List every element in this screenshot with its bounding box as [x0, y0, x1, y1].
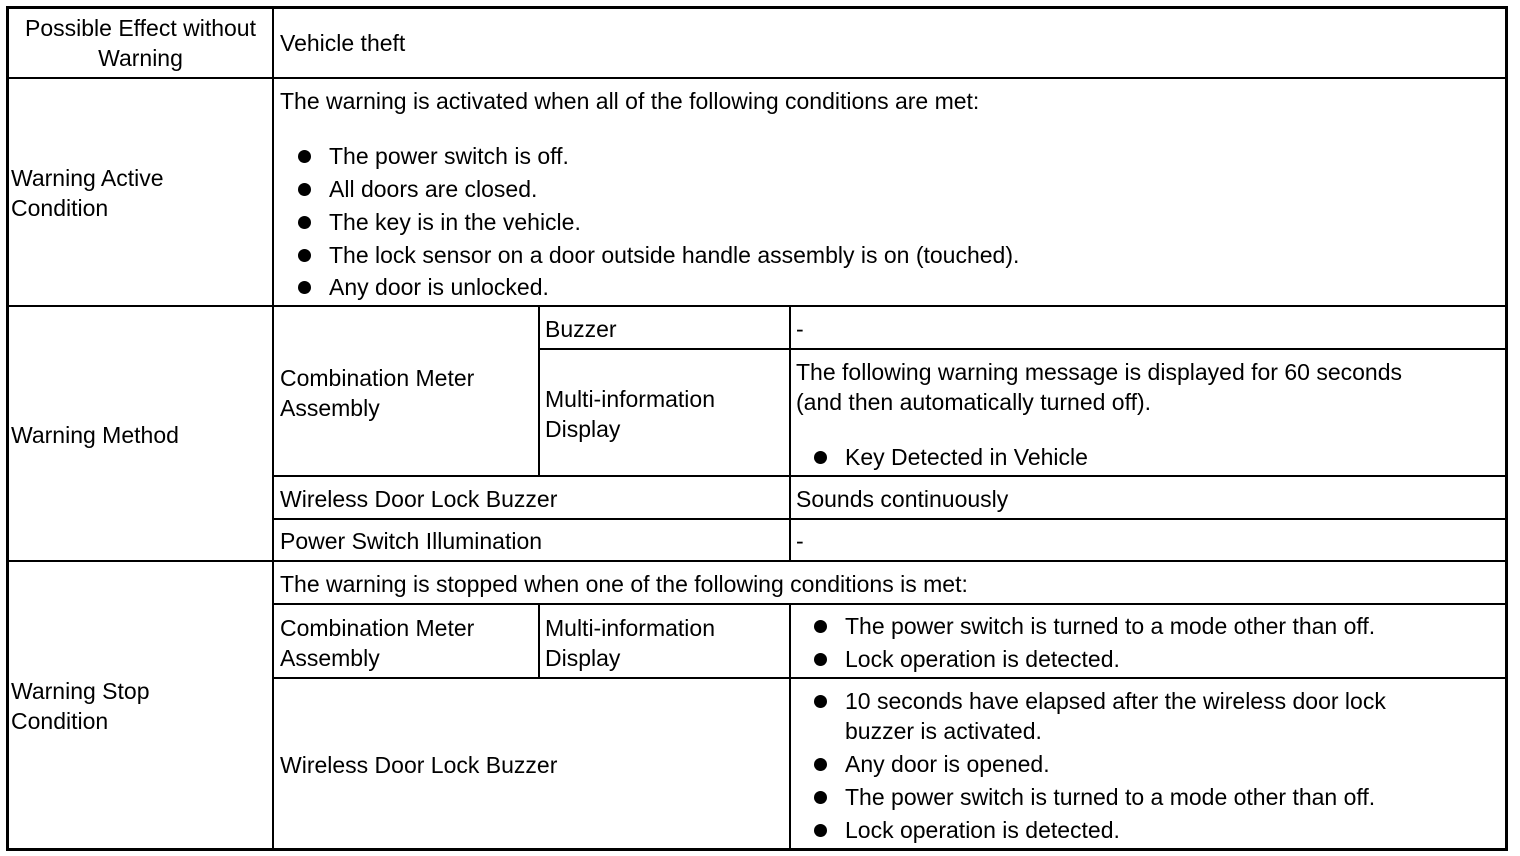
- row-divider-2: [6, 305, 1508, 307]
- stop-mid-line2: Display: [545, 645, 621, 671]
- method-wdl-label: Wireless Door Lock Buzzer: [280, 486, 558, 512]
- method-psi-label: Power Switch Illumination: [280, 528, 543, 554]
- stop-col-divider-a: [538, 603, 540, 679]
- active-condition-4: The lock sensor on a door outside handle assembly is on (touched).: [329, 242, 1020, 268]
- method-cma-line1: Combination Meter: [280, 365, 475, 391]
- row-divider-3: [6, 560, 1508, 562]
- stop-divider-cma: [272, 677, 1508, 679]
- method-mid-message: Key Detected in Vehicle: [845, 444, 1088, 470]
- bullet-icon: [814, 791, 827, 804]
- bullet-icon: [814, 620, 827, 633]
- method-buzzer-value: -: [796, 316, 804, 342]
- bullet-icon: [814, 824, 827, 837]
- method-col-divider-b: [789, 305, 791, 562]
- method-mid-line2: Display: [545, 416, 621, 442]
- stop-mid-label: [545, 613, 715, 673]
- stop-mid-condition-2: Lock operation is detected.: [845, 646, 1120, 672]
- method-col-divider-a: [538, 305, 540, 477]
- effect-value: Vehicle theft: [280, 30, 406, 56]
- stop-wdl-condition-1: [845, 686, 1386, 746]
- method-mid-label: [545, 384, 715, 444]
- stop-label-line1: Warning Stop: [11, 678, 150, 704]
- bullet-icon: [298, 281, 311, 294]
- stop-wdl-condition-1-line1: 10 seconds have elapsed after the wireless door lock: [845, 688, 1386, 714]
- stop-col-divider-b: [789, 603, 791, 851]
- active-intro: The warning is activated when all of the following conditions are met:: [280, 88, 980, 114]
- stop-intro: The warning is stopped when one of the following conditions is met:: [280, 571, 968, 597]
- stop-cma-line2: Assembly: [280, 645, 380, 671]
- stop-wdl-condition-4: Lock operation is detected.: [845, 817, 1120, 843]
- stop-divider-intro: [272, 603, 1508, 605]
- table-border-bottom: [6, 848, 1508, 851]
- row-divider-1: [6, 77, 1508, 79]
- bullet-icon: [814, 758, 827, 771]
- stop-wdl-condition-3: The power switch is turned to a mode other than off.: [845, 784, 1376, 810]
- method-mid-line1: Multi-information: [545, 386, 715, 412]
- method-mid-value-line1: The following warning message is displayed for 60 seconds: [796, 359, 1402, 385]
- method-mid-value: [796, 357, 1402, 417]
- method-divider-buzzer: [538, 348, 1508, 350]
- stop-label: [11, 676, 150, 736]
- method-buzzer-label: Buzzer: [545, 316, 617, 342]
- method-divider-wdl: [272, 518, 1508, 520]
- active-condition-2: All doors are closed.: [329, 176, 538, 202]
- stop-cma-label: [280, 613, 474, 673]
- stop-wdl-label: Wireless Door Lock Buzzer: [280, 752, 558, 778]
- method-divider-cma: [272, 475, 1508, 477]
- bullet-icon: [814, 451, 827, 464]
- bullet-icon: [298, 216, 311, 229]
- active-label-line1: Warning Active: [11, 165, 164, 191]
- active-condition-3: The key is in the vehicle.: [329, 209, 581, 235]
- effect-label: [9, 13, 272, 73]
- table-border-right: [1505, 6, 1508, 851]
- bullet-icon: [298, 150, 311, 163]
- active-label-line2: Condition: [11, 195, 109, 221]
- method-psi-value: -: [796, 528, 804, 554]
- bullet-icon: [298, 249, 311, 262]
- method-cma-label: [280, 363, 474, 423]
- effect-label-line1: Possible Effect without: [25, 15, 256, 41]
- method-mid-value-line2: (and then automatically turned off).: [796, 389, 1152, 415]
- bullet-icon: [814, 653, 827, 666]
- bullet-icon: [814, 695, 827, 708]
- active-condition-1: The power switch is off.: [329, 143, 569, 169]
- stop-wdl-condition-2: Any door is opened.: [845, 751, 1050, 777]
- table-border-left: [6, 6, 9, 851]
- col-divider-main: [272, 6, 274, 851]
- stop-mid-condition-1: The power switch is turned to a mode other than off.: [845, 613, 1376, 639]
- stop-wdl-condition-1-line2: buzzer is activated.: [845, 718, 1042, 744]
- method-cma-line2: Assembly: [280, 395, 380, 421]
- active-condition-5: Any door is unlocked.: [329, 274, 549, 300]
- stop-label-line2: Condition: [11, 708, 109, 734]
- effect-label-line2: Warning: [98, 45, 183, 71]
- method-wdl-value: Sounds continuously: [796, 486, 1009, 512]
- stop-cma-line1: Combination Meter: [280, 615, 475, 641]
- table-border-top: [6, 6, 1508, 9]
- bullet-icon: [298, 183, 311, 196]
- stop-mid-line1: Multi-information: [545, 615, 715, 641]
- active-label: [11, 163, 164, 223]
- method-label: Warning Method: [11, 422, 179, 448]
